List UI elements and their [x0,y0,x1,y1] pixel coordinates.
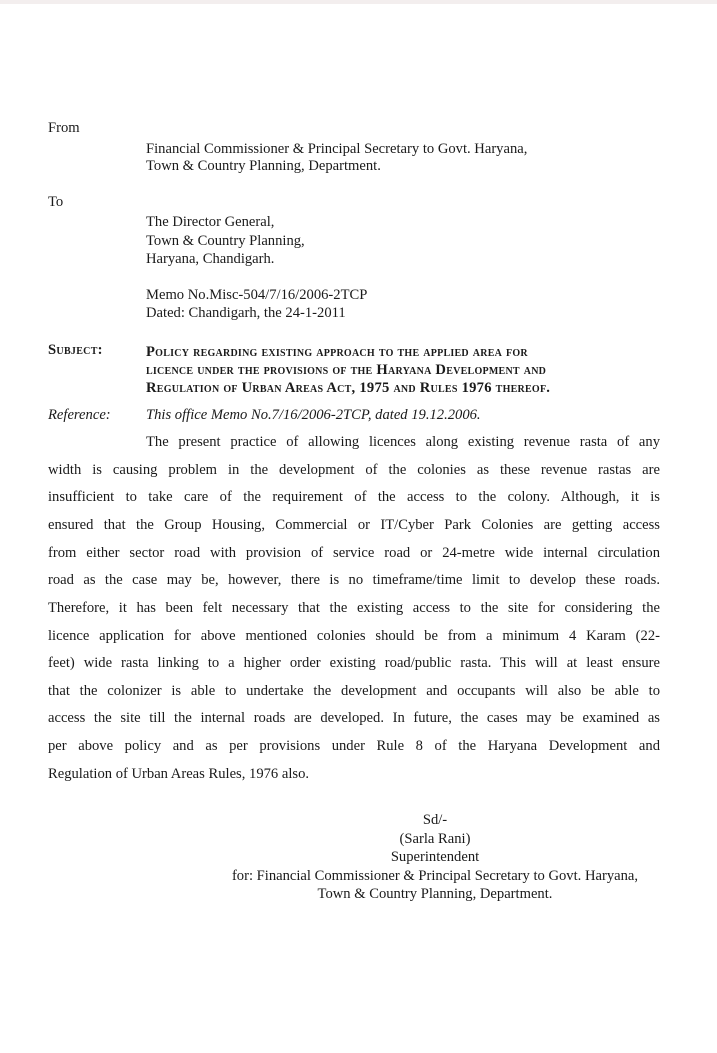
reference-label: Reference: [48,407,111,423]
body-line-11: access the site till the internal roads are developed. In future, the cases may be examined as [48,710,660,726]
signature-sd: Sd/- [422,812,448,828]
subject-line-3: Regulation of Urban Areas Act, 1975 and Rules 1976 thereof. [146,380,551,396]
subject-label: Subject: [48,342,103,358]
to-label: To [48,194,64,210]
subject-line-1: Policy regarding existing approach to the applied area for [146,344,528,360]
body-line-9: feet) wide rasta linking to a higher order existing road/public rasta. This will at least ensure [48,655,660,671]
body-line-10: that the colonizer is able to undertake the development and occupants will also be able to [48,683,660,699]
subject-line-2: licence under the provisions of the Haryana Development and [146,362,547,378]
body-line-7: Therefore, it has been felt necessary that the existing access to the site for considering the [48,600,660,616]
body-line-5: from either sector road with provision of service road or 24-metre wide internal circulation [48,545,660,561]
to-line-1: The Director General, [146,214,275,230]
body-line-4: ensured that the Group Housing, Commercial or IT/Cyber Park Colonies are getting access [48,517,660,533]
body-line-1: The present practice of allowing licences along existing revenue rasta of any [146,434,660,450]
body-line-6: road as the case may be, however, there is no timeframe/time limit to develop these roads. [48,572,660,588]
signature-designation: Superintendent [390,849,480,865]
signature-for-line-1: for: Financial Commissioner & Principal Secretary to Govt. Haryana, [231,868,639,884]
page-top-band [0,0,717,4]
body-line-13: Regulation of Urban Areas Rules, 1976 also. [48,766,310,782]
to-line-3: Haryana, Chandigarh. [146,251,275,267]
signature-name: (Sarla Rani) [399,831,471,847]
body-line-8: licence application for above mentioned colonies should be from a minimum 4 Karam (22- [48,628,660,644]
from-line-1: Financial Commissioner & Principal Secretary to Govt. Haryana, [146,141,528,157]
reference-text: This office Memo No.7/16/2006-2TCP, dated 19.12.2006. [146,407,481,423]
to-line-2: Town & Country Planning, [146,233,305,249]
signature-for-line-2: Town & Country Planning, Department. [317,886,553,902]
memo-dated: Dated: Chandigarh, the 24-1-2011 [146,305,346,321]
body-line-12: per above policy and as per provisions under Rule 8 of the Haryana Development and [48,738,660,754]
from-label: From [48,120,80,136]
memo-number: Memo No.Misc-504/7/16/2006-2TCP [146,287,368,303]
body-line-3: insufficient to take care of the requirement of the access to the colony. Although, it is [48,489,660,505]
from-line-2: Town & Country Planning, Department. [146,158,381,174]
body-line-2: width is causing problem in the development of the colonies as these revenue rastas are [48,462,660,478]
